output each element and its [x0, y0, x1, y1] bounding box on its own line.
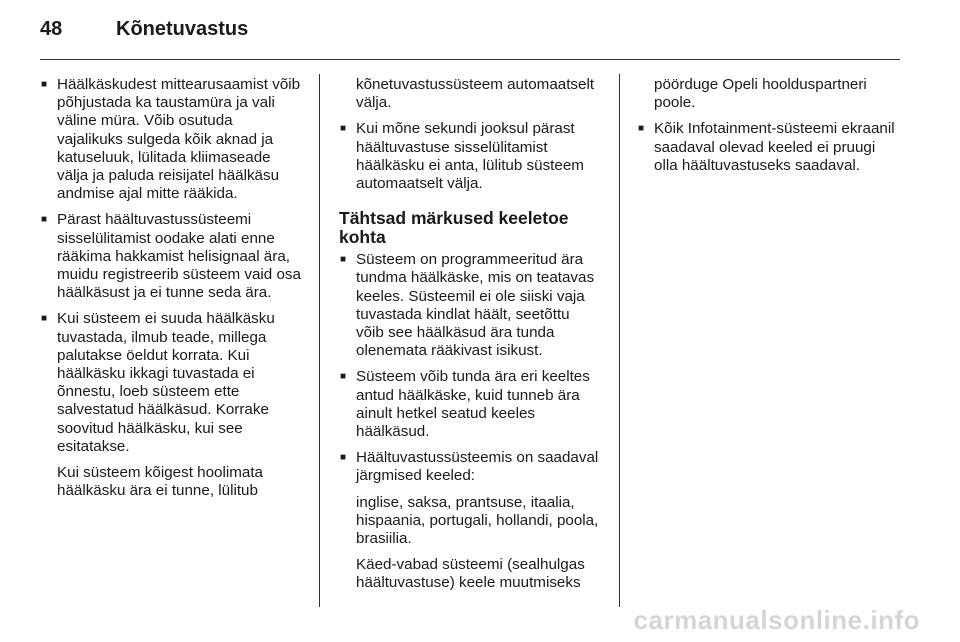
paragraph-text: kõnetuvastussüsteem automaatselt välja. [356, 76, 595, 112]
column-divider [619, 74, 620, 607]
continued-text [339, 76, 601, 112]
bullet-item [40, 310, 302, 456]
column-3 [637, 76, 899, 183]
page-title: Kõnetuvastus [116, 18, 249, 40]
bullet-text: ■ Kui mõne sekundi jooksul pärast häältuvastuse sisselülitamist häälkäsku ei anta, lülitub süsteem automaatselt välja. [356, 120, 584, 193]
language-list [339, 494, 601, 549]
paragraph [40, 464, 302, 500]
bullet-item [339, 368, 601, 441]
page-number: 48 [40, 18, 63, 40]
paragraph-text: Käed-vabad süsteemi (sealhulgas häältuvastuse) keele muutmiseks [356, 556, 585, 592]
bullet-text: ■ Süsteem võib tunda ära eri keeltes antud häälkäske, kuid tunneb ära ainult hetkel seatud keeles häälkäsud. [356, 368, 590, 441]
bullet-text: ■ Pärast häältuvastussüsteemi sisselülitamist oodake alati enne rääkima hakkamist helisignaal ära, muidu registreerib süsteem vaid osa häälkäsust ja ei tunne seda ära. [57, 211, 301, 302]
paragraph-text: Kui süsteem kõigest hoolimata häälkäsku ära ei tunne, lülitub [57, 464, 263, 500]
paragraph-text: inglise, saksa, prantsuse, itaalia, hispaania, portugali, hollandi, poola, brasiilia. [356, 493, 599, 548]
column-divider [319, 74, 320, 607]
continued-text [637, 76, 899, 112]
header-divider [40, 59, 900, 60]
bullet-item [339, 449, 601, 485]
bullet-text: ■ Kõik Infotainment-süsteemi ekraanil saadaval olevad keeled ei pruugi olla häältuvastuseks saadaval. [654, 120, 895, 174]
bullet-item [339, 251, 601, 360]
bullet-text: ■ Häälkäskudest mittearusaamist võib põhjustada ka taustamüra ja vali väline müra. Võib osutuda vajalikuks sulgeda kõik aknad ja katuseluuk, lülitada kliimaseade välja ja paluda reisijatel häälkäsu andmise ajal mitte rääkida. [57, 76, 301, 203]
bullet-text: ■ Süsteem on programmeeritud ära tundma häälkäske, mis on teatavas keeles. Süsteemil ei ole siiski vaja tuvastada kindlat häält, seetõttu võib see häälkäsud ära tunda olenemata rääkivast isikust. [356, 251, 595, 360]
bullet-item [637, 120, 899, 175]
bullet-item [40, 211, 302, 302]
column-1 [40, 76, 302, 508]
column-2 [339, 76, 601, 601]
paragraph-text: pöörduge Opeli hoolduspartneri poole. [654, 76, 867, 112]
bullet-item [339, 120, 601, 193]
paragraph [339, 556, 601, 592]
bullet-text: ■ Häältuvastussüsteemis on saadaval järgmised keeled: [356, 449, 599, 485]
watermark: carmanualsonline.info [633, 605, 920, 635]
section-heading: Tähtsad märkused keeletoe kohta [339, 208, 569, 248]
bullet-item [40, 76, 302, 203]
bullet-text: ■ Kui süsteem ei suuda häälkäsku tuvastada, ilmub teade, millega palutakse öeldut korrata. Kui häälkäsku ikkagi tuvastada ei õnnestu, loeb süsteem ette salvestatud häälkäsud. Korrake soovitud häälkäsku, kui see esitatakse. [57, 310, 275, 455]
